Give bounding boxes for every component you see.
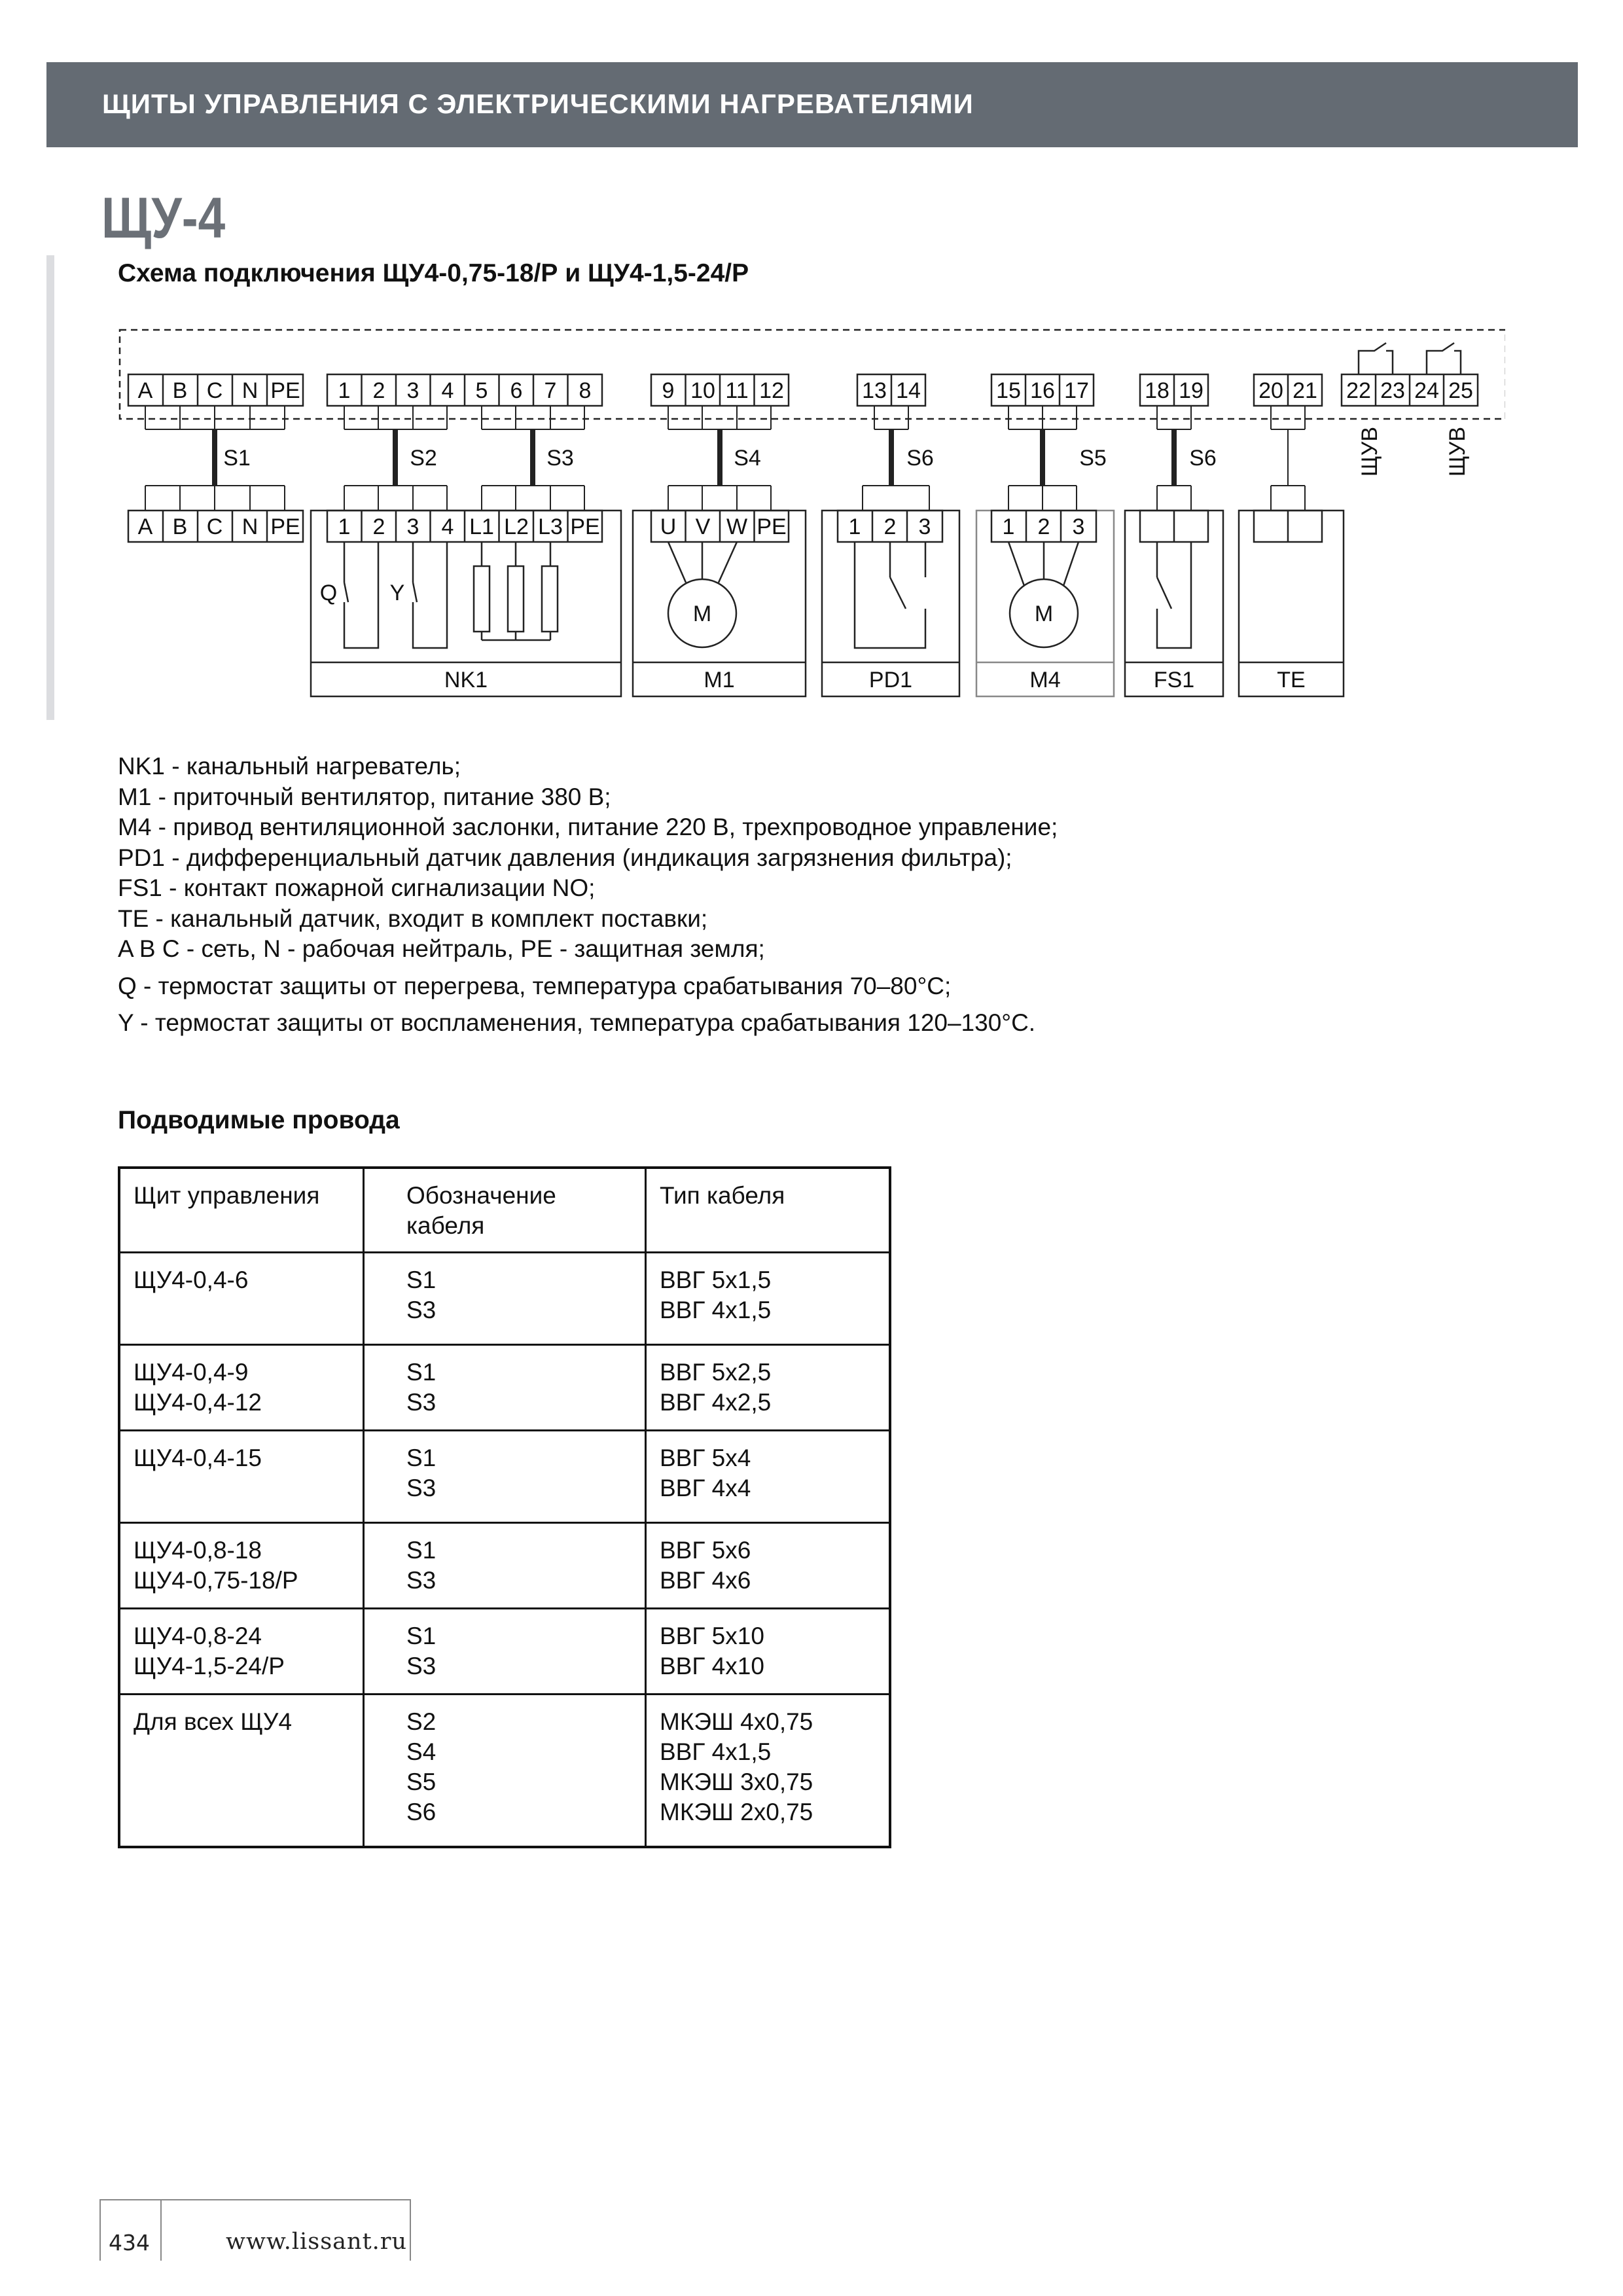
legend-item: TE - канальный датчик, входит в комплект поставки;: [118, 905, 708, 932]
terminal-label: 1: [338, 378, 351, 403]
terminal-label: 25: [1448, 378, 1473, 403]
terminal-label: 22: [1346, 378, 1371, 403]
cable-label: S4: [734, 446, 761, 471]
table-cell: S1 S3: [364, 1345, 646, 1431]
table-cell: ЩУ4-0,8-18 ЩУ4-0,75-18/Р: [119, 1523, 364, 1609]
table-row: [119, 1523, 890, 1609]
scheme-title: Схема подключения ЩУ4-0,75-18/Р и ЩУ4-1,5-24/Р: [118, 259, 749, 287]
legend-item: M1 - приточный вентилятор, питание 380 В;: [118, 783, 611, 810]
thermostat-q-label: Q: [319, 581, 338, 605]
terminal-label: A: [137, 514, 153, 539]
terminal-label: 15: [996, 378, 1021, 403]
table-cell: ВВГ 5х10 ВВГ 4х10: [646, 1609, 891, 1695]
terminal-label: 1: [1002, 514, 1015, 539]
footer-divider: [160, 2199, 162, 2261]
banner-title: ЩИТЫ УПРАВЛЕНИЯ С ЭЛЕКТРИЧЕСКИМИ НАГРЕВАТЕЛЯМИ: [102, 88, 974, 119]
terminal-label: 3: [1072, 514, 1085, 539]
terminal-label: C: [206, 514, 223, 539]
terminal-label: B: [172, 514, 188, 539]
legend-item: PD1 - дифференциальный датчик давления (индикация загрязнения фильтра);: [118, 844, 1012, 871]
table-cell: ЩУ4-0,4-6: [119, 1253, 364, 1345]
device-name-label: NK1: [444, 668, 488, 692]
legend-item: M4 - привод вентиляционной заслонки, питание 220 В, трехпроводное управление;: [118, 814, 1058, 840]
table-cell: S1 S3: [364, 1253, 646, 1345]
terminal-label: 2: [1037, 514, 1050, 539]
header-banner: [46, 62, 1578, 147]
cable-table: [118, 1166, 891, 1848]
terminal-label: PE: [757, 514, 787, 539]
device-name-label: PD1: [868, 668, 913, 692]
device-name-label: M4: [1029, 668, 1061, 692]
terminal-block-1-8: [327, 374, 602, 406]
terminal-label: 5: [475, 378, 488, 403]
terminal-label: 23: [1380, 378, 1405, 403]
terminal-label: 8: [579, 378, 592, 403]
terminal-label: PE: [270, 514, 300, 539]
table-cell: ВВГ 5х4 ВВГ 4х4: [646, 1431, 891, 1523]
wires-section-title: Подводимые провода: [118, 1106, 400, 1134]
table-cell: S2 S4 S5 S6: [364, 1695, 646, 1848]
table-row: [119, 1695, 890, 1848]
terminal-label: 18: [1145, 378, 1169, 403]
table-cell: S1 S3: [364, 1523, 646, 1609]
terminal-label: 11: [725, 378, 749, 403]
terminal-label: 2: [883, 514, 897, 539]
wiring-diagram: [111, 321, 1505, 713]
cable-label: S5: [1079, 446, 1107, 471]
table-row: [119, 1431, 890, 1523]
terminal-label: A: [137, 378, 153, 403]
terminal-label: 4: [441, 378, 454, 403]
legend-item: NK1 - канальный нагреватель;: [118, 753, 461, 780]
table-cell: Для всех ЩУ4: [119, 1695, 364, 1848]
table-cell: ВВГ 5х1,5 ВВГ 4х1,5: [646, 1253, 891, 1345]
page-title: ЩУ-4: [101, 185, 226, 250]
terminal-label: 19: [1179, 378, 1204, 403]
device-name-label: TE: [1277, 668, 1306, 692]
device-name-label: M1: [704, 668, 735, 692]
terminal-label: U: [660, 514, 677, 539]
table-cell: ЩУ4-0,8-24 ЩУ4-1,5-24/Р: [119, 1609, 364, 1695]
table-cell: ЩУ4-0,4-9 ЩУ4-0,4-12: [119, 1345, 364, 1431]
terminal-label: 13: [862, 378, 887, 403]
table-row: [119, 1253, 890, 1345]
terminal-label: 4: [441, 514, 454, 539]
cable-label: S2: [410, 446, 437, 471]
table-row: [119, 1345, 890, 1431]
terminal-label: 3: [406, 514, 419, 539]
terminal-label: L2: [504, 514, 529, 539]
terminal-label: 20: [1258, 378, 1283, 403]
terminal-label: 24: [1414, 378, 1439, 403]
side-accent-bar: [46, 255, 54, 720]
cable-label: S3: [546, 446, 574, 471]
table-header-cell: Обозначение кабеля: [364, 1168, 646, 1253]
cable-label: S1: [223, 446, 251, 471]
terminal-label: N: [241, 378, 259, 403]
legend-item: A B C - сеть, N - рабочая нейтраль, PE - защитная земля;: [118, 935, 765, 962]
table-header-cell: Тип кабеля: [646, 1168, 891, 1253]
terminal-label: PE: [270, 378, 300, 403]
table-cell: S1 S3: [364, 1609, 646, 1695]
table-cell: МКЭШ 4х0,75 ВВГ 4х1,5 МКЭШ 3х0,75 МКЭШ 2х0,75: [646, 1695, 891, 1848]
cable-label: S6: [1189, 446, 1217, 471]
cable-lines: [215, 429, 1174, 486]
terminal-label: 12: [759, 378, 784, 403]
terminal-label: 9: [662, 378, 675, 403]
motor-symbol: M: [692, 601, 712, 626]
motor-symbol: M: [1034, 601, 1054, 626]
table-header-row: [119, 1168, 890, 1253]
terminal-label: 2: [372, 514, 385, 539]
shchuv-label: ЩУВ: [1357, 426, 1382, 477]
cable-label: S6: [906, 446, 934, 471]
terminal-label: B: [172, 378, 188, 403]
page-number: 434: [109, 2230, 150, 2255]
device-name-label: FS1: [1153, 668, 1195, 692]
table-cell: ЩУ4-0,4-15: [119, 1431, 364, 1523]
legend-item: FS1 - контакт пожарной сигнализации NO;: [118, 874, 596, 901]
terminal-label: 2: [372, 378, 385, 403]
terminal-label: 17: [1064, 378, 1089, 403]
table-cell: S1 S3: [364, 1431, 646, 1523]
terminal-label: 14: [896, 378, 921, 403]
table-cell: ВВГ 5х2,5 ВВГ 4х2,5: [646, 1345, 891, 1431]
table-cell: ВВГ 5х6 ВВГ 4х6: [646, 1523, 891, 1609]
terminal-label: 3: [406, 378, 419, 403]
legend-item: Q - термостат защиты от перегрева, температура срабатывания 70–80°С;: [118, 972, 952, 999]
terminal-label: 16: [1030, 378, 1055, 403]
terminal-label: N: [241, 514, 259, 539]
table-row: [119, 1609, 890, 1695]
terminal-label: 3: [918, 514, 931, 539]
terminal-label: W: [726, 514, 748, 539]
table-header-cell: Щит управления: [119, 1168, 364, 1253]
legend-list: [118, 751, 1058, 1039]
terminal-label: 10: [690, 378, 715, 403]
terminal-label: L1: [469, 514, 494, 539]
thermostat-y-label: Y: [389, 581, 405, 605]
terminal-label: 1: [338, 514, 351, 539]
relay-contact-symbols: [1359, 343, 1461, 374]
terminal-label: 1: [848, 514, 861, 539]
cable-connections: [145, 406, 1305, 511]
terminal-label: V: [695, 514, 711, 539]
terminal-label: 6: [510, 378, 523, 403]
site-url[interactable]: www.lissant.ru: [226, 2229, 408, 2255]
terminal-label: L3: [538, 514, 563, 539]
terminal-label: C: [206, 378, 223, 403]
terminal-label: 7: [544, 378, 557, 403]
legend-item: Y - термостат защиты от воспламенения, температура срабатывания 120–130°С.: [118, 1009, 1036, 1036]
terminal-label: PE: [570, 514, 600, 539]
terminal-label: 21: [1293, 378, 1317, 403]
shchuv-label: ЩУВ: [1445, 426, 1470, 477]
